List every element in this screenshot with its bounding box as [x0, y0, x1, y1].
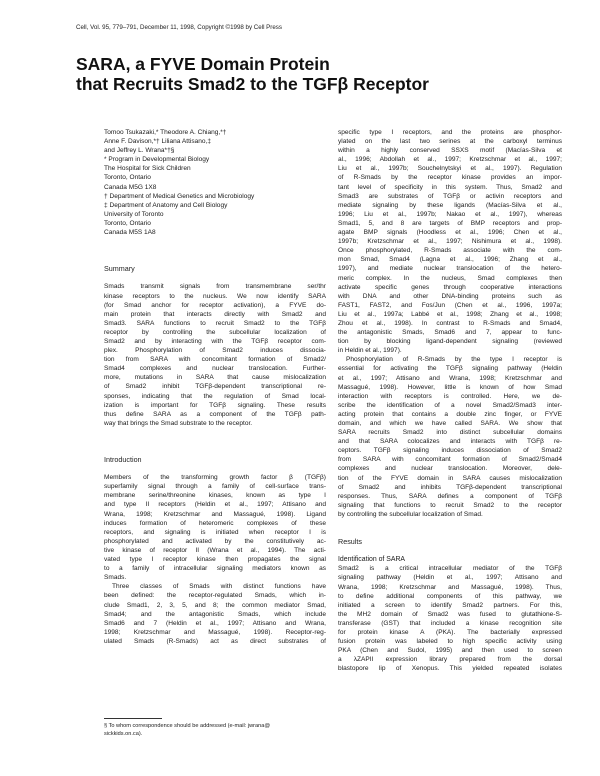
text-line: Wrana, 1998; Kretzschmar and Massagué, 1998). Ligand — [104, 510, 326, 518]
text-line: ylated on the last two serines at the carboxyl terminus — [338, 138, 562, 146]
text-line: Smad3. SARA functions to recruit Smad2 to the TGFβ — [104, 319, 326, 327]
text-line: signaling that functions to recruit Smad2 to the receptor — [338, 501, 562, 509]
affiliation-line: Toronto, Ontario — [104, 174, 151, 182]
text-line: transferase (GST) that included a kinase recognition site — [338, 619, 562, 627]
summary-paragraph — [104, 282, 326, 428]
text-line: within a highly conserved SSXS motif (Macías-Silva et — [338, 147, 562, 155]
text-line: Smad3 are substrates of TGFβ or activin receptors and — [338, 192, 562, 200]
text-line: Members of the transforming growth factor β (TGFβ) — [104, 474, 326, 482]
text-line: scribe the identification of a novel Smad2/Smad3 inter- — [338, 401, 562, 409]
text-line: Wrana, 1998; Kretzschmar and Massagué, 1998). Thus, — [338, 583, 562, 591]
text-line: Smads. — [104, 574, 127, 582]
text-line: Zhou et al., 1998). In contrast to R-Smads and Smad4, — [338, 319, 562, 327]
introduction-heading: Introduction — [104, 455, 142, 464]
affiliation-line: * Program in Developmental Biology — [104, 156, 210, 164]
text-line: phosphorylated and activated by the constitutively ac- — [104, 537, 326, 545]
identification-subheading: Identification of SARA — [338, 556, 406, 564]
author-line: and Jeffrey L. Wrana*†§ — [104, 147, 175, 155]
text-line: for protein kinase A (PKA). The bacterially expressed — [338, 628, 562, 636]
affiliation-line: † Department of Medical Genetics and Microbiology — [104, 192, 255, 200]
author-block — [104, 128, 326, 155]
text-line: of Smad2 inhibit TGFβ-dependent transcriptional re- — [104, 383, 326, 391]
footnote-line: sickkids.on.ca). — [104, 731, 143, 737]
text-line: Liu et al., 1997a; Labbé et al., 1998; Zhang et al., 1998; — [338, 310, 562, 318]
text-line: al., 1996; Abdollah et al., 1997; Kretzschmar et al., 1997; — [338, 156, 562, 164]
text-line: clude Smad1, 2, 3, 5, and 8; the common mediator Smad, — [104, 601, 326, 609]
footnote-rule — [104, 718, 162, 719]
affiliation-line: University of Toronto — [104, 210, 164, 218]
text-line: specific type I receptors, and the proteins are phosphor- — [338, 129, 562, 136]
text-line: in Heldin et al., 1997). — [338, 347, 402, 355]
correspondence-footnote — [104, 722, 326, 738]
text-line: Smad2 is a critical intracellular mediator of the TGFβ — [338, 565, 562, 573]
text-line: by controlling the subcellular localization of Smad. — [338, 510, 483, 518]
text-line: superfamily signal through a family of cell-surface trans- — [104, 483, 326, 491]
text-line: sponses, indicating that the regulation of Smad local- — [104, 392, 326, 400]
text-line: fusion protein was labeled to high specific activity using — [338, 638, 562, 646]
text-line: Three classes of Smads with distinct functions have — [112, 583, 326, 591]
title-line-2: that Recruits Smad2 to the TGFβ Receptor — [76, 74, 429, 94]
text-line: vated type I receptor kinase then propagates the signal — [104, 556, 326, 564]
text-line: essential for activating the TGFβ signaling pathway (Heldin — [338, 365, 562, 373]
text-line: from SARA with concomitant formation of Smad2/Smad4 — [338, 456, 562, 464]
text-line: mon Smad, Smad4 (Lagna et al., 1996; Zhang et al., — [338, 256, 562, 264]
text-line: tion by blocking ligand-dependent signaling (reviewed — [338, 338, 562, 346]
text-line: activate specific genes through cooperative interactions — [338, 283, 562, 291]
text-line: main protein that interacts directly with Smad2 and — [104, 310, 326, 318]
text-line: ization is important for TGFβ signaling. These results — [104, 401, 326, 409]
text-line: a λZAPII expression library prepared from the dorsal — [338, 656, 562, 664]
text-line: more, mutations in SARA that cause mislocalization — [104, 374, 326, 382]
text-line: et al., 1997; Attisano and Wrana, 1998; Kretzschmar and — [338, 374, 562, 382]
text-line: receptor by controlling the subcellular localization of — [104, 328, 326, 336]
affiliation-line: Canada M5S 1A8 — [104, 229, 156, 237]
journal-citation: Cell, Vol. 95, 779–791, December 11, 1998, Copyright ©1998 by Cell Press — [76, 24, 282, 31]
text-line: to a family of intracellular signaling mediators known as — [104, 565, 326, 573]
affiliation-block — [104, 155, 326, 237]
text-line: tant level of specificity in this system. Thus, Smad2 and — [338, 183, 562, 191]
text-line: the antagonistic Smads, Smad6 and 7, appear to func- — [338, 329, 562, 337]
text-line: domain, and which we have called SARA. We show that — [338, 420, 562, 427]
text-line: ceptors. TGFβ signaling induces dissociation of Smad2 — [338, 447, 562, 455]
affiliation-line: The Hospital for Sick Children — [104, 165, 191, 173]
left-column — [104, 128, 326, 646]
text-line: agate BMP signals (Hoodless et al., 1996; Chen et al., — [338, 229, 562, 237]
text-line: SARA recruits Smad2 into distinct subcellular domains — [338, 429, 562, 437]
text-line: ulated Smads (R-Smads) act as direct substrates of — [104, 637, 326, 645]
text-line: meric complex. In the nucleus, Smad complexes then — [338, 274, 562, 282]
footnote-line: § To whom correspondence should be addressed (e-mail: jwrana@ — [104, 723, 271, 729]
text-line: acting protein that contains a double zinc finger, or FYVE — [338, 410, 562, 418]
text-line: thus define SARA as a component of the TGFβ path- — [104, 410, 326, 418]
text-line: of Smad2 and inhibits TGFβ-dependent transcriptional — [338, 483, 562, 491]
text-line: initiated a screen to identify Smad2 partners. For this, — [338, 601, 562, 609]
author-line: Tomoo Tsukazaki,* Theodore A. Chiang,*† — [104, 129, 227, 136]
text-line: interaction with receptors is controlled. Here, we de- — [338, 392, 562, 400]
text-line: plex. Phosphorylation of Smad2 induces dissocia- — [104, 347, 326, 355]
text-line: Smad6 and 7 (Heldin et al., 1997; Attisano and Wrana, — [104, 619, 326, 627]
text-line: FAST1, FAST2, and Fos/Jun (Chen et al., 1996, 1997a; — [338, 301, 562, 309]
text-line: (for Smad anchor for receptor activation), a FYVE do- — [104, 301, 326, 309]
text-line: 1996; Liu et al., 1997b; Nakao et al., 1997), whereas — [338, 210, 562, 218]
author-line: Anne F. Davison,*† Liliana Attisano,‡ — [104, 138, 212, 146]
introduction-paragraph-1 — [104, 473, 326, 582]
text-line: Smad4 complexes and nuclear translocation. Further- — [104, 365, 326, 373]
text-line: receptors, and signaling is initiated when receptor I is — [104, 528, 326, 536]
text-line: Smads transmit signals from transmembrane ser/thr — [104, 283, 326, 291]
results-heading: Results — [338, 537, 362, 547]
text-line: way that brings the Smad substrate to the receptor. — [104, 419, 253, 427]
article-title — [76, 54, 536, 94]
right-column — [338, 128, 562, 673]
text-line: 1997b; Kretzschmar et al., 1997; Nishimura et al., 1998). — [338, 238, 562, 246]
text-line: tive kinase of receptor II (Wrana et al., 1994). The acti- — [104, 546, 326, 554]
text-line: responses. Thus, SARA defines a component of TGFβ — [338, 492, 562, 500]
text-line: PKA (Chen and Sudol, 1995) and then used to screen — [338, 647, 562, 655]
affiliation-line: Canada M5G 1X8 — [104, 183, 157, 191]
text-line: Smad2 and by interacting with the TGFβ receptor com- — [104, 337, 326, 345]
text-line: 1998; Kretzschmar and Massagué, 1998). Receptor-reg- — [104, 628, 326, 636]
text-line: 1997), and mediate nuclear translocation of the hetero- — [338, 265, 562, 273]
text-line: been defined: the receptor-regulated Smads, which in- — [104, 592, 326, 600]
summary-heading: Summary — [104, 264, 135, 274]
text-line: complexes and nuclear translocation. Moreover, dele- — [338, 465, 562, 473]
text-line: signaling pathway (Heldin et al., 1997; Attisano and — [338, 574, 562, 582]
text-line: Massagué, 1998). However, little is known of how Smad — [338, 383, 562, 391]
introduction-paragraph-2 — [104, 582, 326, 646]
text-line: kinase receptors to the nucleus. We now identify SARA — [104, 292, 326, 300]
affiliation-line: Toronto, Ontario — [104, 219, 151, 227]
intro-final-paragraph — [338, 355, 562, 519]
text-line: and that SARA colocalizes and interacts with TGFβ re- — [338, 438, 562, 446]
affiliation-line: ‡ Department of Anatomy and Cell Biology — [104, 201, 228, 209]
text-line: Phosphorylation of R-Smads by the type I receptor is — [346, 356, 562, 364]
text-line: to define additional components of this pathway, we — [338, 592, 562, 600]
text-line: membrane serine/threonine kinases, known as type I — [104, 492, 326, 500]
text-line: Once phosphorylated, R-Smads associate with the com- — [338, 247, 562, 255]
text-line: Smad4; and the antagonistic Smads, which include — [104, 610, 326, 618]
text-line: Smad1, 5, and 8 are targets of BMP receptors and prop- — [338, 219, 562, 227]
intro-continued-paragraph — [338, 128, 562, 355]
results-paragraph — [338, 564, 562, 673]
text-line: induces formation of heteromeric complexes of these — [104, 519, 326, 527]
text-line: the MH2 domain of Smad2 was fused to glutathione-S- — [338, 610, 562, 618]
text-line: tion of the FYVE domain in SARA causes mislocalization — [338, 474, 562, 482]
text-line: with DNA and other DNA-binding proteins such as — [338, 292, 562, 300]
text-line: blastopore lip of Xenopus. This yielded repeated isolates — [338, 665, 562, 673]
title-line-1: SARA, a FYVE Domain Protein — [76, 54, 330, 74]
text-line: and type II receptors (Heldin et al., 1997; Attisano and — [104, 501, 326, 509]
text-line: Liu et al., 1997b; Souchelnytskyi et al., 1997). Regulation — [338, 165, 562, 173]
text-line: of R-Smads by the receptor kinase provides an impor- — [338, 174, 562, 182]
text-line: mediate signaling by these ligands (Macías-Silva et al., — [338, 201, 562, 209]
text-line: tion from SARA with concomitant formation of Smad2/ — [104, 356, 326, 364]
